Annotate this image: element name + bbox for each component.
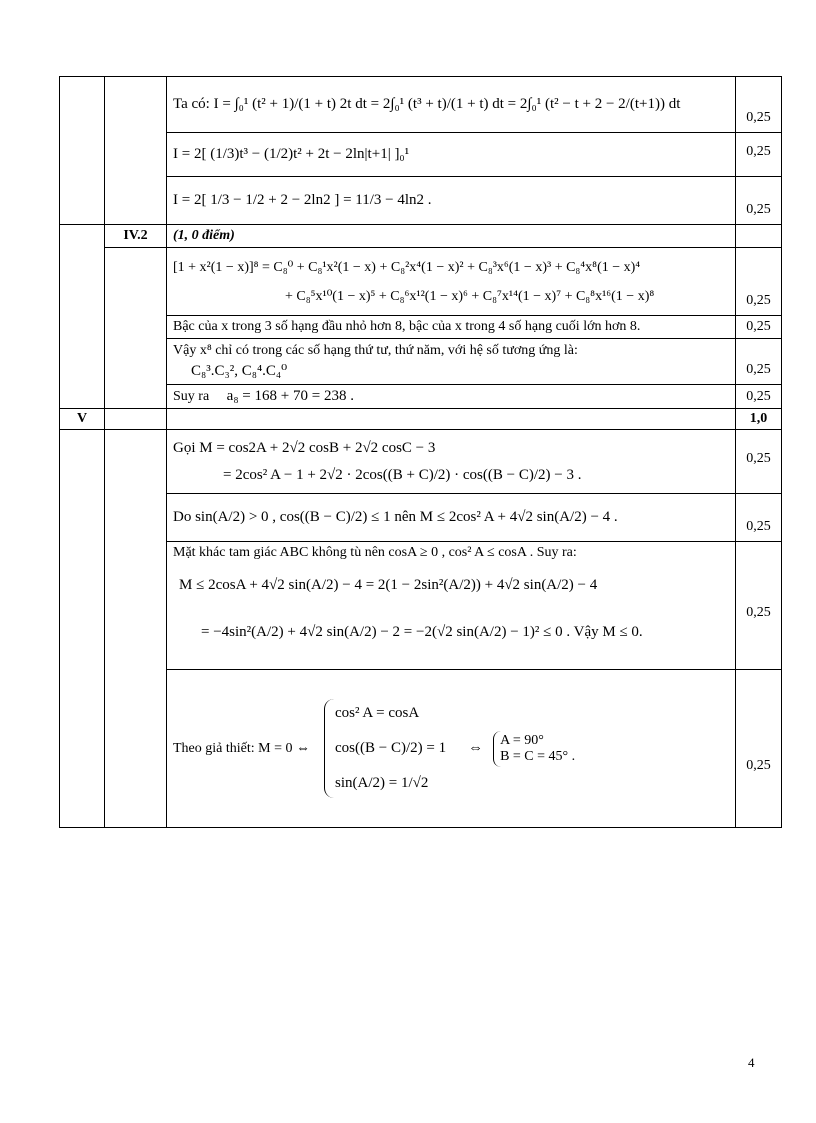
content-cell bbox=[167, 339, 736, 385]
content-cell bbox=[167, 670, 736, 828]
subsection-label: IV.2 bbox=[105, 225, 167, 248]
equation-system bbox=[324, 699, 446, 798]
content-cell bbox=[167, 77, 736, 133]
subsection-cell bbox=[105, 248, 167, 409]
table-row bbox=[60, 670, 782, 828]
system-eq-2: cos((B − C)/2) = 1 bbox=[335, 740, 447, 756]
table-row bbox=[60, 385, 782, 409]
content-cell bbox=[167, 177, 736, 225]
score-cell: 0,25 bbox=[736, 494, 782, 542]
score-cell bbox=[736, 225, 782, 248]
section-cell bbox=[60, 77, 105, 225]
formula-line-2: + C₈⁵x¹⁰(1 − x)⁵ + C₈⁶x¹²(1 − x)⁶ + C₈⁷x¹⁴(1 − x)⁷ + C₈⁸x¹⁶(1 − x)⁸ bbox=[285, 288, 655, 304]
section-cell bbox=[60, 430, 105, 828]
table-row bbox=[60, 133, 782, 177]
score-cell: 0,25 bbox=[736, 248, 782, 316]
subsection-cell bbox=[105, 77, 167, 225]
row-text: Ta có: bbox=[173, 96, 210, 112]
subsection-cell bbox=[105, 430, 167, 828]
formula-line-1: Gọi M = cos2A + 2√2 cosB + 2√2 cosC − 3 bbox=[173, 439, 436, 456]
formula-line-1: [1 + x²(1 − x)]⁸ = C₈⁰ + C₈¹x²(1 − x) + C₈²x⁴(1 − x)² + C₈³x⁶(1 − x)³ + C₈⁴x⁸(1 − x)⁴ bbox=[173, 259, 641, 275]
result-2: B = C = 45° . bbox=[500, 748, 576, 764]
system-eq-3: sin(A/2) = 1/√2 bbox=[335, 775, 429, 791]
section-cell bbox=[60, 225, 105, 409]
table-row bbox=[60, 77, 782, 133]
content-cell bbox=[167, 494, 736, 542]
table-row bbox=[60, 225, 782, 248]
score-cell: 0,25 bbox=[736, 339, 782, 385]
score-cell: 0,25 bbox=[736, 430, 782, 494]
table-row bbox=[60, 316, 782, 339]
section-points: 1,0 bbox=[736, 409, 782, 430]
row-text: Mặt khác tam giác ABC không tù nên cosA ≥ 0 , cos² A ≤ cosA . Suy ra: bbox=[173, 545, 577, 560]
score-cell: 0,25 bbox=[736, 177, 782, 225]
subsection-cell bbox=[105, 409, 167, 430]
table-row bbox=[60, 430, 782, 494]
content-cell bbox=[167, 133, 736, 177]
row-text: Bậc của x trong 3 số hạng đầu nhỏ hơn 8, bậc của x trong 4 số hạng cuối lớn hơn 8. bbox=[173, 319, 641, 334]
score-cell: 0,25 bbox=[736, 670, 782, 828]
formula-line-2: M ≤ 2cosA + 4√2 sin(A/2) − 4 = 2(1 − 2sin²(A/2)) + 4√2 sin(A/2) − 4 bbox=[179, 577, 598, 593]
table-row bbox=[60, 177, 782, 225]
row-text: Theo giả thiết: M = 0 ⇔ bbox=[173, 740, 310, 756]
formula-line-3: = −4sin²(A/2) + 4√2 sin(A/2) − 2 = −2(√2 sin(A/2) − 1)² ≤ 0 . Vậy M ≤ 0. bbox=[201, 624, 643, 640]
formula: I = ∫₀¹ (t² + 1)/(1 + t) 2t dt = 2∫₀¹ (t³ + t)/(1 + t) dt = 2∫₀¹ (t² − t + 2 − 2/(t+1)) dt bbox=[213, 96, 681, 112]
table-row bbox=[60, 494, 782, 542]
iff-symbol: ⇔ bbox=[468, 740, 484, 756]
formula: Do sin(A/2) > 0 , cos((B − C)/2) ≤ 1 nên M ≤ 2cos² A + 4√2 sin(A/2) − 4 . bbox=[173, 509, 618, 525]
content-cell bbox=[167, 430, 736, 494]
table-row bbox=[60, 409, 782, 430]
row-text: Vậy x⁸ chỉ có trong các số hạng thứ tư, thứ năm, với hệ số tương ứng là: bbox=[173, 343, 578, 358]
formula: C₈³.C₃², C₈⁴.C₄⁰ bbox=[191, 363, 288, 379]
result-system bbox=[493, 731, 575, 767]
score-cell: 0,25 bbox=[736, 385, 782, 409]
system-eq-1: cos² A = cosA bbox=[335, 705, 420, 721]
page-number: 4 bbox=[748, 1055, 755, 1070]
content-cell bbox=[167, 385, 736, 409]
content-cell bbox=[167, 409, 736, 430]
score-cell: 0,25 bbox=[736, 542, 782, 670]
content-cell bbox=[167, 542, 736, 670]
table-row bbox=[60, 542, 782, 670]
formula-line-2: = 2cos² A − 1 + 2√2 · 2cos((B + C)/2) · cos((B − C)/2) − 3 . bbox=[223, 466, 582, 483]
score-cell: 0,25 bbox=[736, 316, 782, 339]
subsection-points: (1, 0 điểm) bbox=[167, 225, 736, 248]
formula: I = 2[ (1/3)t³ − (1/2)t² + 2t − 2ln|t+1| ]₀¹ bbox=[173, 146, 410, 162]
table-row bbox=[60, 339, 782, 385]
formula: a₈ = 168 + 70 = 238 . bbox=[226, 388, 354, 404]
score-cell: 0,25 bbox=[736, 133, 782, 177]
result-1: A = 90° bbox=[500, 732, 544, 748]
formula: I = 2[ 1/3 − 1/2 + 2 − 2ln2 ] = 11/3 − 4ln2 . bbox=[173, 192, 432, 208]
score-cell: 0,25 bbox=[736, 77, 782, 133]
content-cell bbox=[167, 316, 736, 339]
row-text: Suy ra bbox=[173, 389, 210, 404]
content-cell bbox=[167, 248, 736, 316]
solution-table bbox=[59, 76, 782, 828]
section-label: V bbox=[60, 409, 105, 430]
table-row bbox=[60, 248, 782, 316]
